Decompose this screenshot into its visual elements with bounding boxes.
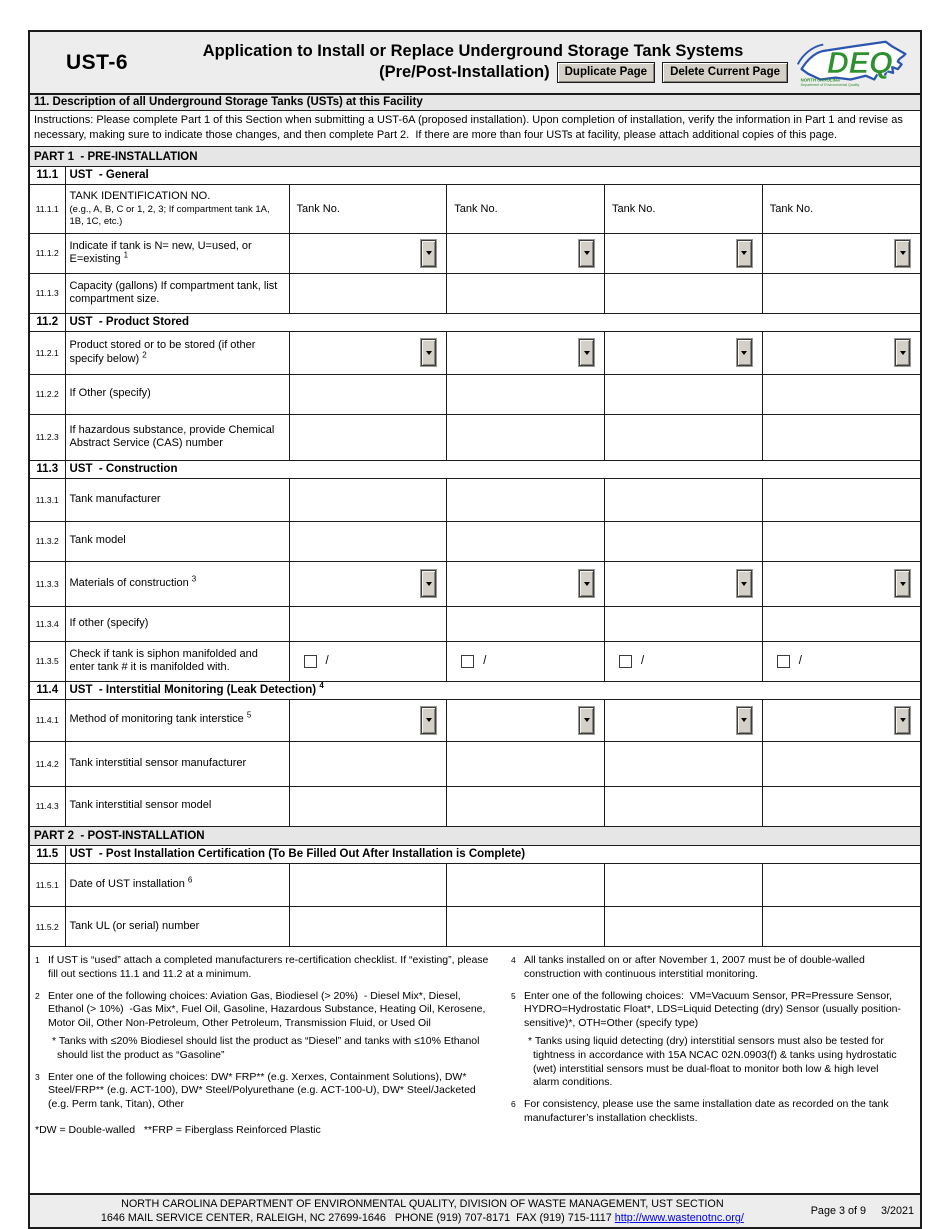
footnote bbox=[511, 990, 914, 1090]
svg-text:NORTH CAROLINA: NORTH CAROLINA bbox=[800, 77, 841, 83]
footnote bbox=[511, 1098, 914, 1125]
footnote-number: 4 bbox=[511, 955, 516, 966]
caret-down-icon bbox=[426, 718, 432, 722]
dropdown-button[interactable] bbox=[737, 240, 752, 267]
dropdown-field[interactable] bbox=[605, 233, 763, 273]
dropdown-button[interactable] bbox=[737, 707, 752, 734]
footnote bbox=[511, 954, 914, 981]
input-field[interactable] bbox=[762, 273, 920, 313]
footnotes-section bbox=[30, 946, 920, 1193]
footnote-number: 6 bbox=[511, 1099, 516, 1110]
section-header-row bbox=[30, 845, 920, 863]
form-title-block bbox=[156, 42, 790, 84]
footer-line2: 1646 MAIL SERVICE CENTER, RALEIGH, NC 27699-1646 PHONE (919) 707-8171 FAX (919) 715-1117 http://www.wastenotnc.org/ bbox=[100, 1212, 744, 1225]
duplicate-page-button[interactable]: Duplicate Page bbox=[557, 62, 655, 83]
caret-down-icon bbox=[584, 718, 590, 722]
row-label: Tank model bbox=[65, 521, 289, 561]
dropdown-button[interactable] bbox=[737, 339, 752, 366]
section-number: 11.3 bbox=[30, 460, 65, 478]
input-field[interactable] bbox=[447, 478, 605, 521]
input-field[interactable] bbox=[289, 606, 447, 641]
footnote-ref: 1 bbox=[123, 250, 129, 260]
section-number: 11.4 bbox=[30, 681, 65, 699]
row-number: 11.4.2 bbox=[30, 741, 65, 786]
table-row bbox=[30, 414, 920, 460]
input-field[interactable] bbox=[447, 741, 605, 786]
footnote-ref: 2 bbox=[142, 350, 147, 360]
dropdown-field[interactable] bbox=[605, 561, 763, 606]
caret-down-icon bbox=[426, 251, 432, 255]
row-number: 11.1.1 bbox=[30, 184, 65, 233]
section-title: UST - Interstitial Monitoring (Leak Detection) $^4$ bbox=[65, 681, 920, 699]
form-header bbox=[30, 32, 920, 95]
dropdown-field[interactable] bbox=[289, 699, 447, 741]
dropdown-field[interactable] bbox=[762, 233, 920, 273]
footnote-number: 1 bbox=[35, 955, 40, 966]
caret-down-icon bbox=[741, 351, 747, 355]
input-field[interactable] bbox=[447, 606, 605, 641]
row-label: If other (specify) bbox=[65, 606, 289, 641]
footnote-text: Enter one of the following choices: VM=Vacuum Sensor, PR=Pressure Sensor, HYDRO=Hydrostatic Float*, LDS=Liquid Detecting (dry) Sensor (usually position-sensitive)*, OTH=Other (specify type) * Tanks using liquid detecting (dry) interstitial sensors must also be tested for tightness in accordance with 15A NCAC 02N.0903(f) & tanks using hydrostatic (wet) interstitial sensors must be dual-float to monitor both low & high level alarm conditions. bbox=[524, 990, 914, 1090]
delete-current-page-button[interactable]: Delete Current Page bbox=[662, 62, 788, 83]
dropdown-button[interactable] bbox=[895, 707, 910, 734]
dropdown-button[interactable] bbox=[737, 570, 752, 597]
row-label-detail: (e.g., A, B, C or 1, 2, 3; If compartment tank 1A, 1B, 1C, etc.) bbox=[69, 203, 273, 227]
dropdown-field[interactable] bbox=[447, 233, 605, 273]
row-number: 11.4.1 bbox=[30, 699, 65, 741]
slash-separator: / bbox=[483, 655, 487, 668]
footnote bbox=[35, 954, 497, 981]
caret-down-icon bbox=[900, 718, 906, 722]
row-number: 11.1.2 bbox=[30, 233, 65, 273]
dw-frp-legend: *DW = Double-walled **FRP = Fiberglass Reinforced Plastic bbox=[35, 1123, 321, 1136]
deq-logo bbox=[790, 34, 912, 91]
ust6-form-page bbox=[28, 30, 922, 1229]
dropdown-field[interactable] bbox=[447, 561, 605, 606]
row-number: 11.2.2 bbox=[30, 374, 65, 414]
input-field[interactable] bbox=[762, 414, 920, 460]
input-field[interactable] bbox=[605, 273, 763, 313]
input-field[interactable] bbox=[605, 606, 763, 641]
row-label: Tank manufacturer bbox=[65, 478, 289, 521]
dropdown-field[interactable] bbox=[762, 331, 920, 374]
input-field[interactable] bbox=[289, 786, 447, 826]
table-row bbox=[30, 786, 920, 826]
section-11-title: 11. Description of all Underground Storage Tanks (USTs) at this Facility bbox=[30, 95, 920, 111]
input-field[interactable] bbox=[762, 606, 920, 641]
row-label: Check if tank is siphon manifolded and enter tank # it is manifolded with. bbox=[65, 641, 289, 681]
tank-no-field[interactable]: Tank No. bbox=[289, 184, 447, 233]
dropdown-button[interactable] bbox=[421, 707, 436, 734]
footnote-ref: 4 bbox=[319, 681, 324, 690]
section-header-row bbox=[30, 313, 920, 331]
caret-down-icon bbox=[584, 582, 590, 586]
footnote-text: All tanks installed on or after November 1, 2007 must be of double-walled construction with continuous interstitial monitoring. bbox=[524, 954, 868, 980]
row-label: Capacity (gallons) If compartment tank, list compartment size. bbox=[65, 273, 289, 313]
table-row bbox=[30, 606, 920, 641]
caret-down-icon bbox=[584, 251, 590, 255]
manifold-field[interactable] bbox=[289, 641, 447, 681]
footnote-text: If UST is “used” attach a completed manufacturers re-certification checklist. If “existing”, please fill out sections 11.1 and 11.2 at a minimum. bbox=[48, 954, 492, 980]
input-field[interactable] bbox=[762, 786, 920, 826]
caret-down-icon bbox=[426, 351, 432, 355]
input-field[interactable] bbox=[605, 478, 763, 521]
input-field[interactable] bbox=[289, 741, 447, 786]
footnote-text: For consistency, please use the same installation date as recorded on the tank manufacturer’s installation checklists. bbox=[524, 1098, 892, 1124]
dropdown-button[interactable] bbox=[579, 570, 594, 597]
table-row bbox=[30, 699, 920, 741]
tank-no-field[interactable]: Tank No. bbox=[605, 184, 763, 233]
form-code: UST-6 bbox=[65, 50, 128, 74]
input-field[interactable] bbox=[447, 521, 605, 561]
manifold-checkbox[interactable] bbox=[304, 655, 317, 668]
row-number: 11.2.1 bbox=[30, 331, 65, 374]
input-field[interactable] bbox=[447, 906, 605, 946]
input-field[interactable] bbox=[762, 863, 920, 906]
row-label: Materials of construction $^3$ bbox=[65, 561, 289, 606]
svg-text:DEQ: DEQ bbox=[827, 46, 893, 80]
caret-down-icon bbox=[900, 351, 906, 355]
footer-address-block bbox=[40, 1197, 805, 1226]
footnotes-right-column bbox=[497, 954, 914, 1193]
footnote-ref: 5 bbox=[246, 710, 252, 720]
row-number: 11.3.1 bbox=[30, 478, 65, 521]
row-label: TANK IDENTIFICATION NO. (e.g., A, B, C or 1, 2, 3; If compartment tank 1A, 1B, 1C, etc.) bbox=[65, 184, 289, 233]
caret-down-icon bbox=[900, 582, 906, 586]
input-field[interactable] bbox=[762, 906, 920, 946]
row-number: 11.5.2 bbox=[30, 906, 65, 946]
section-title: UST - General bbox=[65, 166, 920, 184]
row-label: If hazardous substance, provide Chemical Abstract Service (CAS) number bbox=[65, 414, 289, 460]
input-field[interactable] bbox=[605, 906, 763, 946]
form-title-line1: Application to Install or Replace Underground Storage Tank Systems bbox=[202, 41, 744, 60]
dropdown-button[interactable] bbox=[421, 570, 436, 597]
table-row bbox=[30, 561, 920, 606]
part-header-row bbox=[30, 147, 920, 166]
manifold-checkbox[interactable] bbox=[461, 655, 474, 668]
input-field[interactable] bbox=[762, 741, 920, 786]
row-label: Indicate if tank is N= new, U=used, or E=existing $^1$ bbox=[65, 233, 289, 273]
ust-table bbox=[30, 147, 920, 946]
caret-down-icon bbox=[741, 251, 747, 255]
dropdown-button[interactable] bbox=[895, 339, 910, 366]
row-label: Product stored or to be stored (if other specify below) $^2$ bbox=[65, 331, 289, 374]
row-label: Tank interstitial sensor manufacturer bbox=[65, 741, 289, 786]
input-field[interactable] bbox=[605, 521, 763, 561]
table-row bbox=[30, 184, 920, 233]
row-number: 11.3.3 bbox=[30, 561, 65, 606]
row-label: Tank interstitial sensor model bbox=[65, 786, 289, 826]
caret-down-icon bbox=[741, 582, 747, 586]
dropdown-field[interactable] bbox=[605, 699, 763, 741]
footnote-number: 5 bbox=[511, 990, 516, 1001]
slash-separator: / bbox=[798, 655, 802, 668]
table-row bbox=[30, 641, 920, 681]
section-title: UST - Construction bbox=[65, 460, 920, 478]
footnote-number: 3 bbox=[35, 1071, 40, 1082]
footnote-number: 2 bbox=[35, 990, 40, 1001]
dropdown-button[interactable] bbox=[579, 240, 594, 267]
dropdown-field[interactable] bbox=[762, 699, 920, 741]
input-field[interactable] bbox=[447, 273, 605, 313]
footnote-subnote: * Tanks using liquid detecting (dry) interstitial sensors must also be tested for tightness in accordance with 15A NCAC 02N.0903(f) & tanks using hydrostatic (wet) interstitial sensors must be dual-float to monitor both low & high level alarm conditions. bbox=[528, 1035, 900, 1089]
dropdown-field[interactable] bbox=[447, 331, 605, 374]
input-field[interactable] bbox=[605, 786, 763, 826]
section-number: 11.1 bbox=[30, 166, 65, 184]
caret-down-icon bbox=[741, 718, 747, 722]
section-title: UST - Product Stored bbox=[65, 313, 920, 331]
dropdown-button[interactable] bbox=[421, 339, 436, 366]
part-title: PART 2 - POST-INSTALLATION bbox=[30, 826, 920, 845]
slash-separator: / bbox=[641, 655, 645, 668]
row-number: 11.5.1 bbox=[30, 863, 65, 906]
nc-state-outline-icon bbox=[794, 34, 912, 91]
input-field[interactable] bbox=[289, 521, 447, 561]
slash-separator: / bbox=[325, 655, 329, 668]
table-row bbox=[30, 863, 920, 906]
input-field[interactable] bbox=[289, 414, 447, 460]
manifold-field[interactable] bbox=[605, 641, 763, 681]
footnote-text: Enter one of the following choices: DW* FRP** (e.g. Xerxes, Containment Solutions), DW* Steel/FRP** (e.g. ACT-100), DW* Steel/Polyurethane (e.g. ACT-100-U), DW* Steel/Jacketed (e.g. Perm tank, Titan), Other bbox=[48, 1070, 479, 1111]
table-row bbox=[30, 273, 920, 313]
section-header-row bbox=[30, 166, 920, 184]
input-field[interactable] bbox=[289, 478, 447, 521]
row-label: Date of UST installation $^6$ bbox=[65, 863, 289, 906]
footer-line1: NORTH CAROLINA DEPARTMENT OF ENVIRONMENTAL QUALITY, DIVISION OF WASTE MANAGEMENT, UST SECTION bbox=[121, 1197, 724, 1210]
caret-down-icon bbox=[584, 351, 590, 355]
manifold-checkbox[interactable] bbox=[619, 655, 632, 668]
dropdown-field[interactable] bbox=[605, 331, 763, 374]
row-label: Tank UL (or serial) number bbox=[65, 906, 289, 946]
row-number: 11.4.3 bbox=[30, 786, 65, 826]
footnote-text: Enter one of the following choices: Aviation Gas, Biodiesel (> 20%) - Diesel Mix*, Diesel, Ethanol (> 10%) -Gas Mix*, Fuel Oil, Gasoline, Hazardous Substance, Heating Oil, Kerosene, Motor Oil, Other Non-Petroleum, Other Petroleum, Transmission Fluid, or Used Oil * Tanks with ≤20% Biodiesel should list the product as “Diesel” and tanks with ≤10% Ethanol should list the product as “Gasoline” bbox=[48, 989, 489, 1062]
caret-down-icon bbox=[900, 251, 906, 255]
row-number: 11.3.4 bbox=[30, 606, 65, 641]
table-row bbox=[30, 741, 920, 786]
dropdown-button[interactable] bbox=[895, 240, 910, 267]
wastenotnc-link[interactable]: http://www.wastenotnc.org/ bbox=[614, 1212, 744, 1225]
dropdown-field[interactable] bbox=[762, 561, 920, 606]
input-field[interactable] bbox=[447, 374, 605, 414]
table-row bbox=[30, 331, 920, 374]
dropdown-button[interactable] bbox=[579, 707, 594, 734]
input-field[interactable] bbox=[762, 521, 920, 561]
manifold-field[interactable] bbox=[447, 641, 605, 681]
dropdown-field[interactable] bbox=[289, 331, 447, 374]
row-number: 11.1.3 bbox=[30, 273, 65, 313]
row-number: 11.3.2 bbox=[30, 521, 65, 561]
dropdown-button[interactable] bbox=[895, 570, 910, 597]
tank-no-field[interactable]: Tank No. bbox=[762, 184, 920, 233]
input-field[interactable] bbox=[762, 478, 920, 521]
row-number: 11.2.3 bbox=[30, 414, 65, 460]
section-header-row bbox=[30, 460, 920, 478]
input-field[interactable] bbox=[289, 374, 447, 414]
caret-down-icon bbox=[426, 582, 432, 586]
section-number: 11.2 bbox=[30, 313, 65, 331]
row-label: Method of monitoring tank interstice $^5$ bbox=[65, 699, 289, 741]
footnote-ref: 6 bbox=[187, 875, 193, 885]
table-row bbox=[30, 374, 920, 414]
footnotes-left-column bbox=[35, 954, 497, 1193]
manifold-field[interactable] bbox=[762, 641, 920, 681]
section-header-row bbox=[30, 681, 920, 699]
form-title-line2: (Pre/Post-Installation) bbox=[379, 63, 550, 82]
input-field[interactable] bbox=[447, 863, 605, 906]
page-footer bbox=[30, 1193, 920, 1227]
page-number: Page 3 of 9 bbox=[810, 1205, 866, 1218]
table-row bbox=[30, 521, 920, 561]
footnote bbox=[35, 990, 497, 1063]
dropdown-button[interactable] bbox=[579, 339, 594, 366]
input-field[interactable] bbox=[289, 273, 447, 313]
footnote bbox=[35, 1071, 497, 1112]
input-field[interactable] bbox=[605, 414, 763, 460]
input-field[interactable] bbox=[289, 906, 447, 946]
input-field[interactable] bbox=[447, 786, 605, 826]
dropdown-field[interactable] bbox=[447, 699, 605, 741]
row-number: 11.3.5 bbox=[30, 641, 65, 681]
revision-date: 3/2021 bbox=[880, 1205, 914, 1218]
input-field[interactable] bbox=[605, 741, 763, 786]
input-field[interactable] bbox=[289, 863, 447, 906]
section-number: 11.5 bbox=[30, 845, 65, 863]
input-field[interactable] bbox=[447, 414, 605, 460]
footnote-subnote: * Tanks with ≤20% Biodiesel should list the product as “Diesel” and tanks with ≤10% Ethanol should list the product as “Gasoline” bbox=[52, 1035, 483, 1062]
dropdown-button[interactable] bbox=[421, 240, 436, 267]
part-header-row bbox=[30, 826, 920, 845]
table-row bbox=[30, 478, 920, 521]
row-label: If Other (specify) bbox=[65, 374, 289, 414]
footnote-ref: 3 bbox=[191, 574, 197, 584]
svg-text:Department of Environmental Qu: Department of Environmental Quality bbox=[800, 83, 860, 88]
table-row bbox=[30, 906, 920, 946]
dropdown-field[interactable] bbox=[289, 233, 447, 273]
instructions-text: Instructions: Please complete Part 1 of this Section when submitting a UST-6A (proposed installation). Upon completion of installation, verify the information in Part 1 and revise as necessary, making sure to indicate those changes, and then complete Part 2. If there are more than four USTs at facility, please attach additional copies of this page. bbox=[30, 111, 920, 147]
ust-table-body bbox=[30, 147, 920, 946]
part-title: PART 1 - PRE-INSTALLATION bbox=[30, 147, 920, 166]
input-field[interactable] bbox=[605, 374, 763, 414]
dropdown-field[interactable] bbox=[289, 561, 447, 606]
section-title: UST - Post Installation Certification (To Be Filled Out After Installation is Complete) bbox=[65, 845, 920, 863]
table-row bbox=[30, 233, 920, 273]
input-field[interactable] bbox=[762, 374, 920, 414]
input-field[interactable] bbox=[605, 863, 763, 906]
manifold-checkbox[interactable] bbox=[777, 655, 790, 668]
tank-no-field[interactable]: Tank No. bbox=[447, 184, 605, 233]
